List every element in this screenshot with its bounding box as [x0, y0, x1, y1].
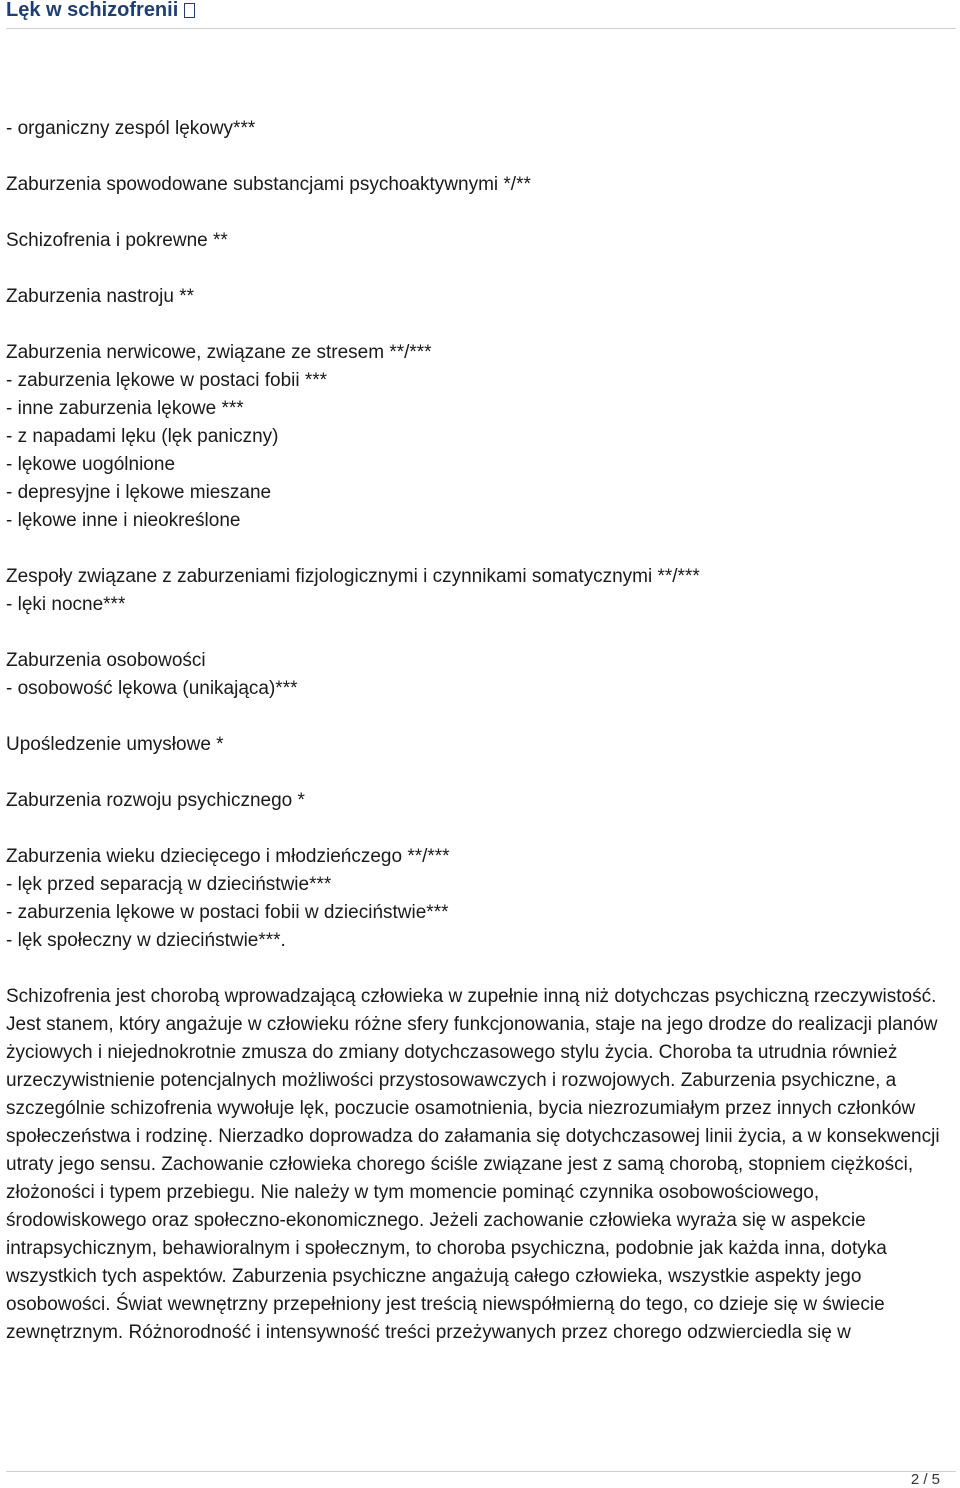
list-line: - osobowość lękowa (unikająca)*** [6, 678, 298, 699]
footer-divider [6, 1471, 956, 1472]
list-block [6, 339, 956, 535]
list-block [6, 563, 956, 619]
list-line: Zaburzenia osobowości [6, 650, 206, 671]
list-line: Upośledzenie umysłowe * [6, 734, 224, 755]
list-line: - depresyjne i lękowe mieszane [6, 482, 272, 503]
list-line: - lęki nocne*** [6, 594, 126, 615]
list-line: - zaburzenia lękowe w postaci fobii *** [6, 370, 328, 391]
list-line: - inne zaburzenia lękowe *** [6, 398, 244, 419]
list-line: - z napadami lęku (lęk paniczny) [6, 426, 279, 447]
list-line: Zaburzenia wieku dziecięcego i młodzieńczego **/*** [6, 846, 450, 867]
document-title [6, 0, 195, 22]
list-line: Zaburzenia rozwoju psychicznego * [6, 790, 305, 811]
body-paragraph: Schizofrenia jest chorobą wprowadzającą człowieka w zupełnie inną niż dotychczas psychiczną rzeczywistość. Jest stanem, który angażuje w człowieku różne sfery funkcjonowania, staje na jego drodze do realizacji planów życiowych i niejednokrotnie zmusza do zmiany dotychczasowego stylu życia. Choroba ta utrudnia również urzeczywistnienie potencjalnych możliwości przystosowawczych i rozwojowych. Zaburzenia psychiczne, a szczególnie schizofrenia wywołuje lęk, poczucie osamotnienia, bycia niezrozumiałym przez innych członków społeczeństwa i rodzinę. Nierzadko doprowadza do załamania się dotychczasowej linii życia, a w konsekwencji utraty jego sensu. Zachowanie człowieka chorego ściśle związane jest z samą chorobą, stopniem ciężkości, złożoności i typem przebiegu. Nie należy w tym momencie pominąć czynnika osobowościowego, środowiskowego oraz społeczno-ekonomicznego. Jeżeli zachowanie człowieka wyraża się w aspekcie intrapsychicznym, behawioralnym i społecznym, to choroba psychiczna, podobnie jak każda inna, dotyka wszystkich tych aspektów. Zaburzenia psychiczne angażują całego człowieka, wszystkie aspekty jego osobowości. Świat wewnętrzny przepełniony jest treścią niewspółmierną do tego, co dzieje się w świecie zewnętrznym. Różnorodność i intensywność treści przeżywanych przez chorego odzwierciedla się w [6, 986, 940, 1343]
page-number: 2 / 5 [910, 1471, 940, 1488]
missing-glyph-icon [184, 3, 195, 18]
list-line: - lęk społeczny w dzieciństwie***. [6, 930, 286, 951]
document-title-text: Lęk w schizofrenii [6, 0, 179, 21]
list-line: - lęk przed separacją w dzieciństwie*** [6, 874, 332, 895]
list-block [6, 731, 956, 759]
list-line: Zaburzenia spowodowane substancjami psychoaktywnymi */** [6, 174, 531, 195]
list-line: Zaburzenia nerwicowe, związane ze stresem **/*** [6, 342, 432, 363]
list-block [6, 171, 956, 199]
list-block [6, 787, 956, 815]
list-line: - lękowe inne i nieokreślone [6, 510, 241, 531]
list-line: - organiczny zespól lękowy*** [6, 118, 256, 139]
list-line: - zaburzenia lękowe w postaci fobii w dzieciństwie*** [6, 902, 449, 923]
list-block [6, 843, 956, 955]
list-line: Zespoły związane z zaburzeniami fizjologicznymi i czynnikami somatycznymi **/*** [6, 566, 700, 587]
list-block [6, 647, 956, 703]
list-line: - lękowe uogólnione [6, 454, 176, 475]
document-body [6, 115, 956, 1347]
document-header [6, 0, 956, 29]
list-block [6, 283, 956, 311]
list-line: Schizofrenia i pokrewne ** [6, 230, 228, 251]
list-line: Zaburzenia nastroju ** [6, 286, 194, 307]
list-block [6, 115, 956, 143]
list-block [6, 227, 956, 255]
